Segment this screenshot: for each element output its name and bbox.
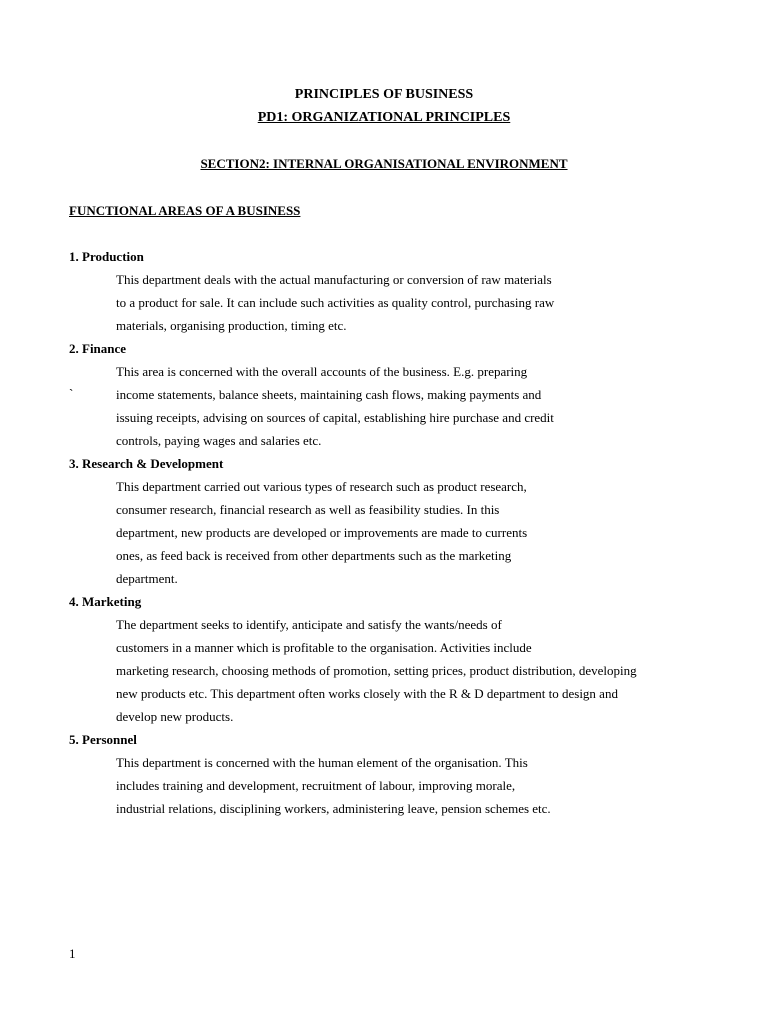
- paragraph-line: marketing research, choosing methods of promotion, setting prices, product distribution, developing: [116, 663, 637, 678]
- paragraph-line: to a product for sale. It can include such activities as quality control, purchasing raw: [116, 295, 555, 310]
- paragraph-line: department, new products are developed or improvements are made to currents: [116, 525, 528, 540]
- paragraph-line: issuing receipts, advising on sources of capital, establishing hire purchase and credit: [116, 410, 554, 425]
- paragraph-line: customers in a manner which is profitable to the organisation. Activities include: [116, 640, 532, 655]
- paragraph-line: develop new products.: [116, 709, 234, 724]
- paragraph-line: includes training and development, recruitment of labour, improving morale,: [116, 778, 516, 793]
- paragraph-line: This department is concerned with the human element of the organisation. This: [116, 755, 528, 770]
- paragraph-line: consumer research, financial research as well as feasibility studies. In this: [116, 502, 500, 517]
- document-title: PRINCIPLES OF BUSINESS: [294, 87, 474, 102]
- stray-mark: `: [69, 386, 74, 401]
- paragraph-line: controls, paying wages and salaries etc.: [116, 433, 322, 448]
- paragraph-line: This department deals with the actual manufacturing or conversion of raw materials: [116, 272, 552, 287]
- paragraph-line: This department carried out various types of research such as product research,: [116, 479, 527, 494]
- paragraph-line: department.: [116, 571, 178, 586]
- paragraph-line: The department seeks to identify, anticipate and satisfy the wants/needs of: [116, 617, 502, 632]
- heading-personnel: 5. Personnel: [69, 732, 137, 747]
- page-number: 1: [69, 946, 76, 961]
- heading-production: 1. Production: [69, 249, 144, 264]
- section-title: SECTION2: INTERNAL ORGANISATIONAL ENVIRONMENT: [200, 156, 568, 171]
- section-heading: FUNCTIONAL AREAS OF A BUSINESS: [69, 203, 301, 218]
- paragraph-line: income statements, balance sheets, maintaining cash flows, making payments and: [116, 387, 542, 402]
- paragraph-line: industrial relations, disciplining workers, administering leave, pension schemes etc.: [116, 801, 551, 816]
- paragraph-line: new products etc. This department often works closely with the R & D department to design and: [116, 686, 618, 701]
- heading-marketing: 4. Marketing: [69, 594, 142, 609]
- heading-research-development: 3. Research & Development: [69, 456, 224, 471]
- paragraph-line: ones, as feed back is received from other departments such as the marketing: [116, 548, 512, 563]
- paragraph-line: This area is concerned with the overall accounts of the business. E.g. preparing: [116, 364, 528, 379]
- document-subtitle: PD1: ORGANIZATIONAL PRINCIPLES: [257, 110, 511, 125]
- heading-finance: 2. Finance: [69, 341, 127, 356]
- paragraph-line: materials, organising production, timing etc.: [116, 318, 347, 333]
